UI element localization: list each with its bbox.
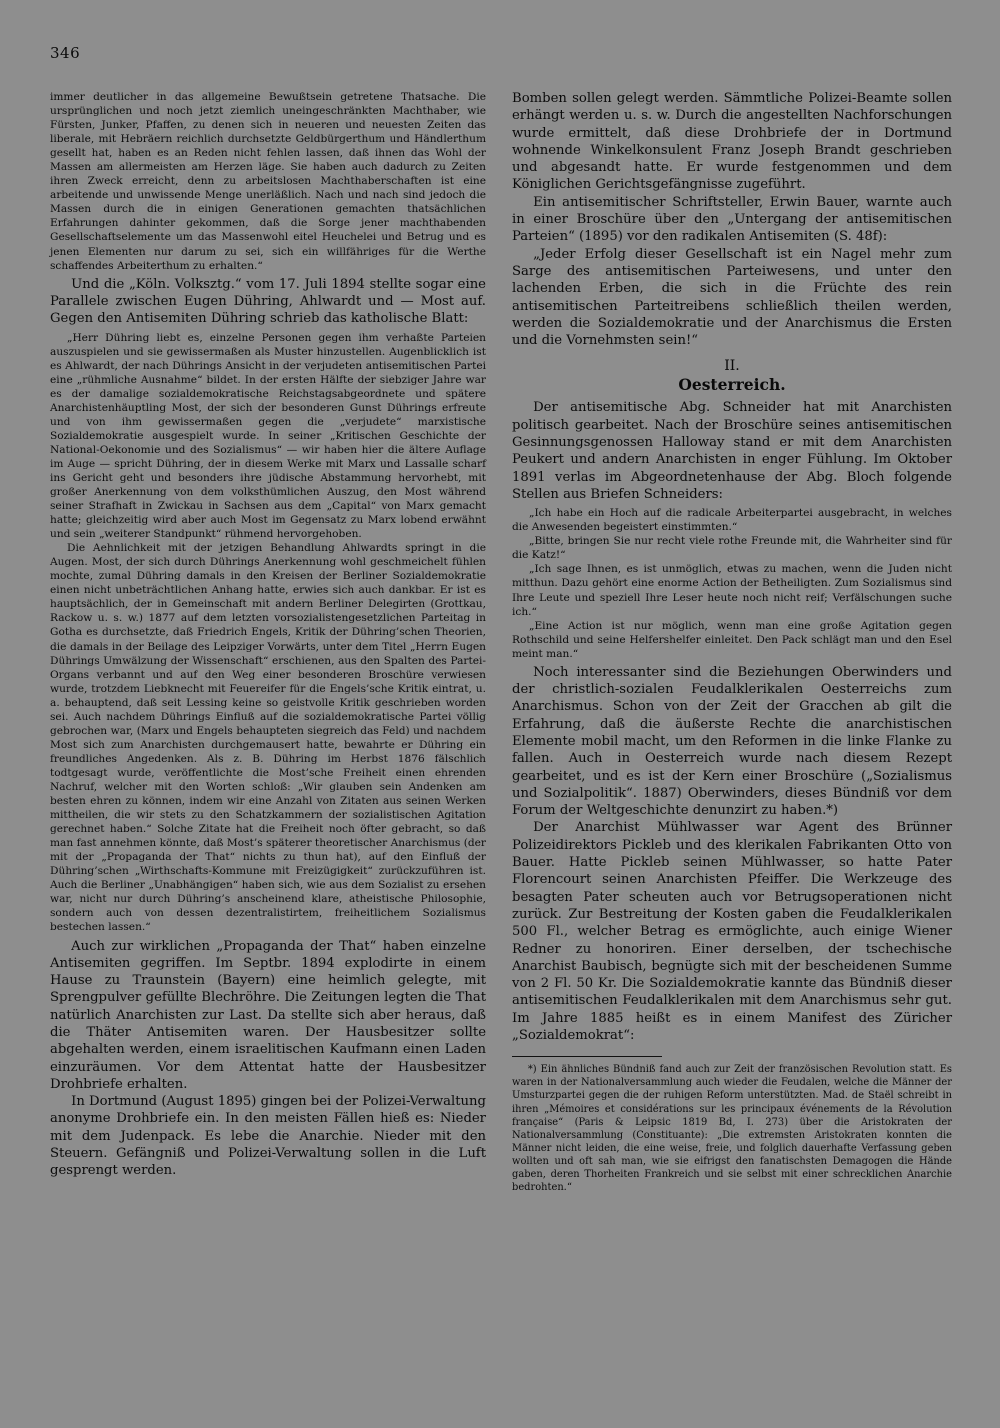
paragraph: Ein antisemitischer Schriftsteller, Erwin Bauer, warnte auch in einer Broschüre über den „Untergang der antisemitischen Parteien“ (1895) vor den radikalen Antisemiten (S. 48f): bbox=[512, 194, 952, 245]
page-number: 346 bbox=[50, 44, 81, 62]
paragraph: Und die „Köln. Volksztg.“ vom 17. Juli 1894 stellte sogar eine Parallele zwischen Eugen Dühring, Ahlwardt und — Most auf. Gegen den Antisemiten Dühring schrieb das katholische Blatt: bbox=[50, 276, 486, 327]
paragraph: In Dortmund (August 1895) gingen bei der Polizei-Verwaltung anonyme Drohbriefe ein. In den meisten Fällen hieß es: Nieder mit dem Judenpack. Es lebe die Anarchie. Nieder mit den Steuern. Gefängniß und Polizei-Verwaltung sollen in die Luft gesprengt werden. bbox=[50, 1094, 486, 1179]
paragraph: Bomben sollen gelegt werden. Sämmtliche Polizei-Beamte sollen erhängt werden u. s. w. Durch die angestellten Nachforschungen wurde ermittelt, daß diese Drohbriefe der in Dortmund wohnende Winkelkonsulent Franz Joseph Brandt geschrieben und abgesandt hatte. Er wurde festgenommen und dem Königlichen Gerichtsgefängnisse zugeführt. bbox=[512, 91, 952, 193]
section-number: II. bbox=[724, 358, 740, 375]
paragraph: Auch zur wirklichen „Propaganda der That“ haben einzelne Antisemiten gegriffen. Im Septbr. 1894 explodirte in einem Hause zu Traunstein (Bayern) eine heimlich gelegte, mit Sprengpulver gefüllte Blechröhre. Die Zeitungen legten die That natürlich Anarchisten zur Last. Da stellte sich aber heraus, daß die Thäter Antisemiten waren. Der Hausbesitzer sollte abgehalten werden, einem israelitischen Kaufmann einen Laden einzuräumen. Vor dem Attentat hatte der Hausbesitzer Drohbriefe erhalten. bbox=[50, 938, 486, 1092]
quote-paragraph: „Eine Action ist nur möglich, wenn man eine große Agitation gegen Rothschild und seine Helfershelfer einleitet. Den Pack schlägt man und den Esel meint man.“ bbox=[512, 619, 952, 660]
footnote: *) Ein ähnliches Bündniß fand auch zur Zeit der französischen Revolution statt. Es waren in der Nationalversammlung auch wieder die Feudalen, welche die Männer der Umsturzpartei gegen die der ruhigen Reform unterstützten. Mad. de Staël schreibt in ihren „Mémoires et considérations sur les principaux événements de la Révolution française“ (Paris & Leipsic 1819 Bd, I. 273) über die Aristokraten der Nationalversammlung (Constituante): „Die extremsten Aristokraten konnten die Männer nicht leiden, die eine weise, freie, und folglich dauerhafte Verfassung geben wollten und oft sah man, wie sie eifrigst den fanatischsten Demagogen die Hände gaben, deren Thorheiten Frankreich und sie selbst mit einer schrecklichen Anarchie bedrohten.“ bbox=[512, 1064, 952, 1194]
paragraph: Der Anarchist Mühlwasser war Agent des Brünner Polizeidirektors Pickleb und des klerikalen Fabrikanten Otto von Bauer. Hatte Pickleb seinen Mühlwasser, so hatte Pater Florencourt seinen Anarchisten Pfeiffer. Die Werkzeuge des besagten Pater scheuten auch vor Betrugsoperationen nicht zurück. Zur Bestreitung der Kosten gaben die Feudalklerikalen 500 Fl., welcher Betrag es ermöglichte, auch einige Wiener Redner zu honoriren. Einer derselben, der tschechische Anarchist Baubisch, begnügte sich mit der bescheidenen Summe von 2 Fl. 50 Kr. Die Sozialdemokratie kannte das Bündniß dieser antisemitischen Feudalklerikalen mit dem Anarchismus sehr gut. Im Jahre 1885 heißt es in einem Manifest des Züricher „Sozialdemokrat“: bbox=[512, 820, 952, 1043]
quote-paragraph: Die Aehnlichkeit mit der jetzigen Behandlung Ahlwardts springt in die Augen. Most, der sich durch Dührings Anerkennung wohl geschmeichelt fühlen mochte, zumal Dühring damals in den Kreisen der Berliner Sozialdemokratie einen nicht unbeträchtlichen Anhang hatte, erwies sich auch dankbar. Er ist es hauptsächlich, der in Gemeinschaft mit andern Berliner Delegirten (Grottkau, Rackow u. s. w.) 1877 auf dem letzten vorsozialistengesetzlichen Parteitag in Gotha es durchsetzte, daß Friedrich Engels, Kritik der Dühring’schen Theorien, die damals in der Beilage des Leipziger Vorwärts, unter dem Titel „Herrn Eugen Dührings Umwälzung der Wissenschaft“ erschienen, aus den Spalten des Partei-Organs verbannt und auf den Weg einer besonderen Broschüre verwiesen wurde, trotzdem Liebknecht mit Feuereifer für die Engels’sche Kritik eintrat, u. a. behauptend, daß seit Lessing keine so geistvolle Kritik geschrieben worden sei. Auch nachdem Dührings Einfluß auf die sozialdemokratische Partei völlig gebrochen war, (Marx und Engels behaupteten siegreich das Feld) und nachdem Most sich zum Anarchisten durchgemausert hatte, bewahrte er Dühring ein freundliches Angedenken. Als z. B. Dühring im Herbst 1876 fälschlich todtgesagt wurde, veröffentlichte die Most’sche Freiheit einen ehrenden Nachruf, welcher mit den Worten schloß: „Wir glauben sein Andenken am besten ehren zu können, indem wir eine Anzahl von Zitaten aus seinen Werken mittheilen, die wir stets zu den Schatzkammern der sozialistischen Agitation gerechnet haben.“ Solche Zitate hat die Freiheit noch öfter gebracht, so daß man fast annehmen könnte, daß Most’s späterer theoretischer Anarchismus (der mit der „Propaganda der That“ nichts zu thun hat), auf den Einfluß der Dühring’schen „Wirthschafts-Kommune mit Freizügigkeit“ zurückzuführen ist. Auch die Berliner „Unabhängigen“ haben sich, wie aus dem Sozialist zu ersehen war, nicht nur durch Dühring’s anscheinend klare, atheistische Philosophie, sondern auch von dessen dezentralistirtem, freiheitlichem Sozialismus bestechen lassen.“ bbox=[50, 542, 486, 934]
footnote-divider bbox=[512, 1056, 662, 1057]
left-column bbox=[50, 90, 486, 1180]
quote-paragraph: „Ich sage Ihnen, es ist unmöglich, etwas zu machen, wenn die Juden nicht mitthun. Dazu gehört eine enorme Action der Betheiligten. Zum Sozialismus sind Ihre Leute und speziell Ihre Leser heute noch nicht reif; Verfälschungen suche ich.“ bbox=[512, 563, 952, 618]
paragraph: Der antisemitische Abg. Schneider hat mit Anarchisten politisch gearbeitet. Nach der Broschüre seines antisemitischen Gesinnungsgenossen Halloway stand er mit dem Anarchisten Peukert und andern Anarchisten in enger Fühlung. Im Oktober 1891 verlas im Abgeordnetenhause der Abg. Bloch folgende Stellen aus Briefen Schneiders: bbox=[512, 400, 952, 502]
quote-paragraph: „Bitte, bringen Sie nur recht viele rothe Freunde mit, die Wahrheiter sind für die Katz!“ bbox=[512, 535, 952, 562]
quote-paragraph: „Herr Dühring liebt es, einzelne Personen gegen ihm verhaßte Parteien auszuspielen und sie gewissermaßen als Muster hinzustellen. Augenblicklich ist es Ahlwardt, der nach Dührings Ansicht in der verjudeten antisemitischen Partei eine „rühmliche Ausnahme“ bildet. In der ersten Hälfte der siebziger Jahre war es der damalige sozialdemokratische Reichstagsabgeordnete und spätere Anarchistenhäuptling Most, der sich der besonderen Gunst Dührings erfreute und von ihm gewissermaßen gegen die „verjudete“ marxistische Sozialdemokratie ausgespielt wurde. In seiner „Kritischen Geschichte der National-Oekonomie und des Sozialismus“ — wir haben hier die ältere Auflage im Auge — spricht Dühring, der in diesem Werke mit Marx und Lassalle scharf ins Gericht geht und besonders ihre jüdische Abstammung hervorhebt, mit großer Anerkennung von dem volksthümlichen Auszug, den Most während seiner Strafhaft in Zwickau in Sachsen aus dem „Capital“ von Marx gemacht hatte; gleichzeitig wird aber auch Most im Gegensatz zu Marx lobend erwähnt und sein „weiterer Standpunkt“ rühmend hervorgehoben. bbox=[50, 331, 486, 541]
quote-paragraph: „Jeder Erfolg dieser Gesellschaft ist ein Nagel mehr zum Sarge des antisemitischen Parteiwesens, und unter den lachenden Erben, die sich in die Früchte des rein antisemitischen Parteitreibens schließlich theilen werden, werden die Sozialdemokratie und der Anarchismus die Ersten und die Vornehmsten sein!“ bbox=[512, 246, 952, 349]
quote-paragraph: „Ich habe ein Hoch auf die radicale Arbeiterpartei ausgebracht, in welches die Anwesenden begeistert einstimmten.“ bbox=[512, 507, 952, 534]
right-column bbox=[512, 90, 952, 1194]
paragraph: Noch interessanter sind die Beziehungen Oberwinders und der christlich-sozialen Feudalklerikalen Oesterreichs zum Anarchismus. Schon von der Zeit der Gracchen ab gilt die Erfahrung, daß die äußerste Rechte die anarchistischen Elemente mobil macht, um den Reformen in die linke Flanke zu fallen. Auch in Oesterreich wurde nach diesem Rezept gearbeitet, und es ist der Kern einer Broschüre („Sozialismus und Sozialpolitik“. 1887) Oberwinders, dieses Bündniß vor dem Forum der Weltgeschichte denunzirt zu haben.*) bbox=[512, 664, 952, 819]
paragraph: immer deutlicher in das allgemeine Bewußtsein getretene Thatsache. Die ursprünglichen und noch jetzt ziemlich uneingeschränkten Machthaber, wie Fürsten, Junker, Pfaffen, zu denen sich in neueren und neuesten Zeiten das liberale, mit Hebräern reichlich durchsetzte Geldbürgerthum und Händlerthum gesellt hat, haben es an Reden nicht fehlen lassen, daß ihnen das Wohl der Massen am allermeisten am Herzen läge. Sie haben auch dadurch zu Zeiten ihren Zweck erreicht, denn zu arbeitslosen Machthaberschaften ist eine arbeitende und unwissende Menge unerläßlich. Nach und nach sind jedoch die Massen durch die in einigen Generationen gemachten thatsächlichen Erfahrungen dahinter gekommen, daß die Sorge jener machthabenden Gesellschaftselemente um das Massenwohl eitel Heuchelei und Betrug und es jenen Elementen nur darum zu sei, sich ein willfähriges für die Werthe schaffendes Arbeiterthum zu erhalten.“ bbox=[50, 91, 486, 272]
section-title: Oesterreich. bbox=[678, 375, 786, 395]
